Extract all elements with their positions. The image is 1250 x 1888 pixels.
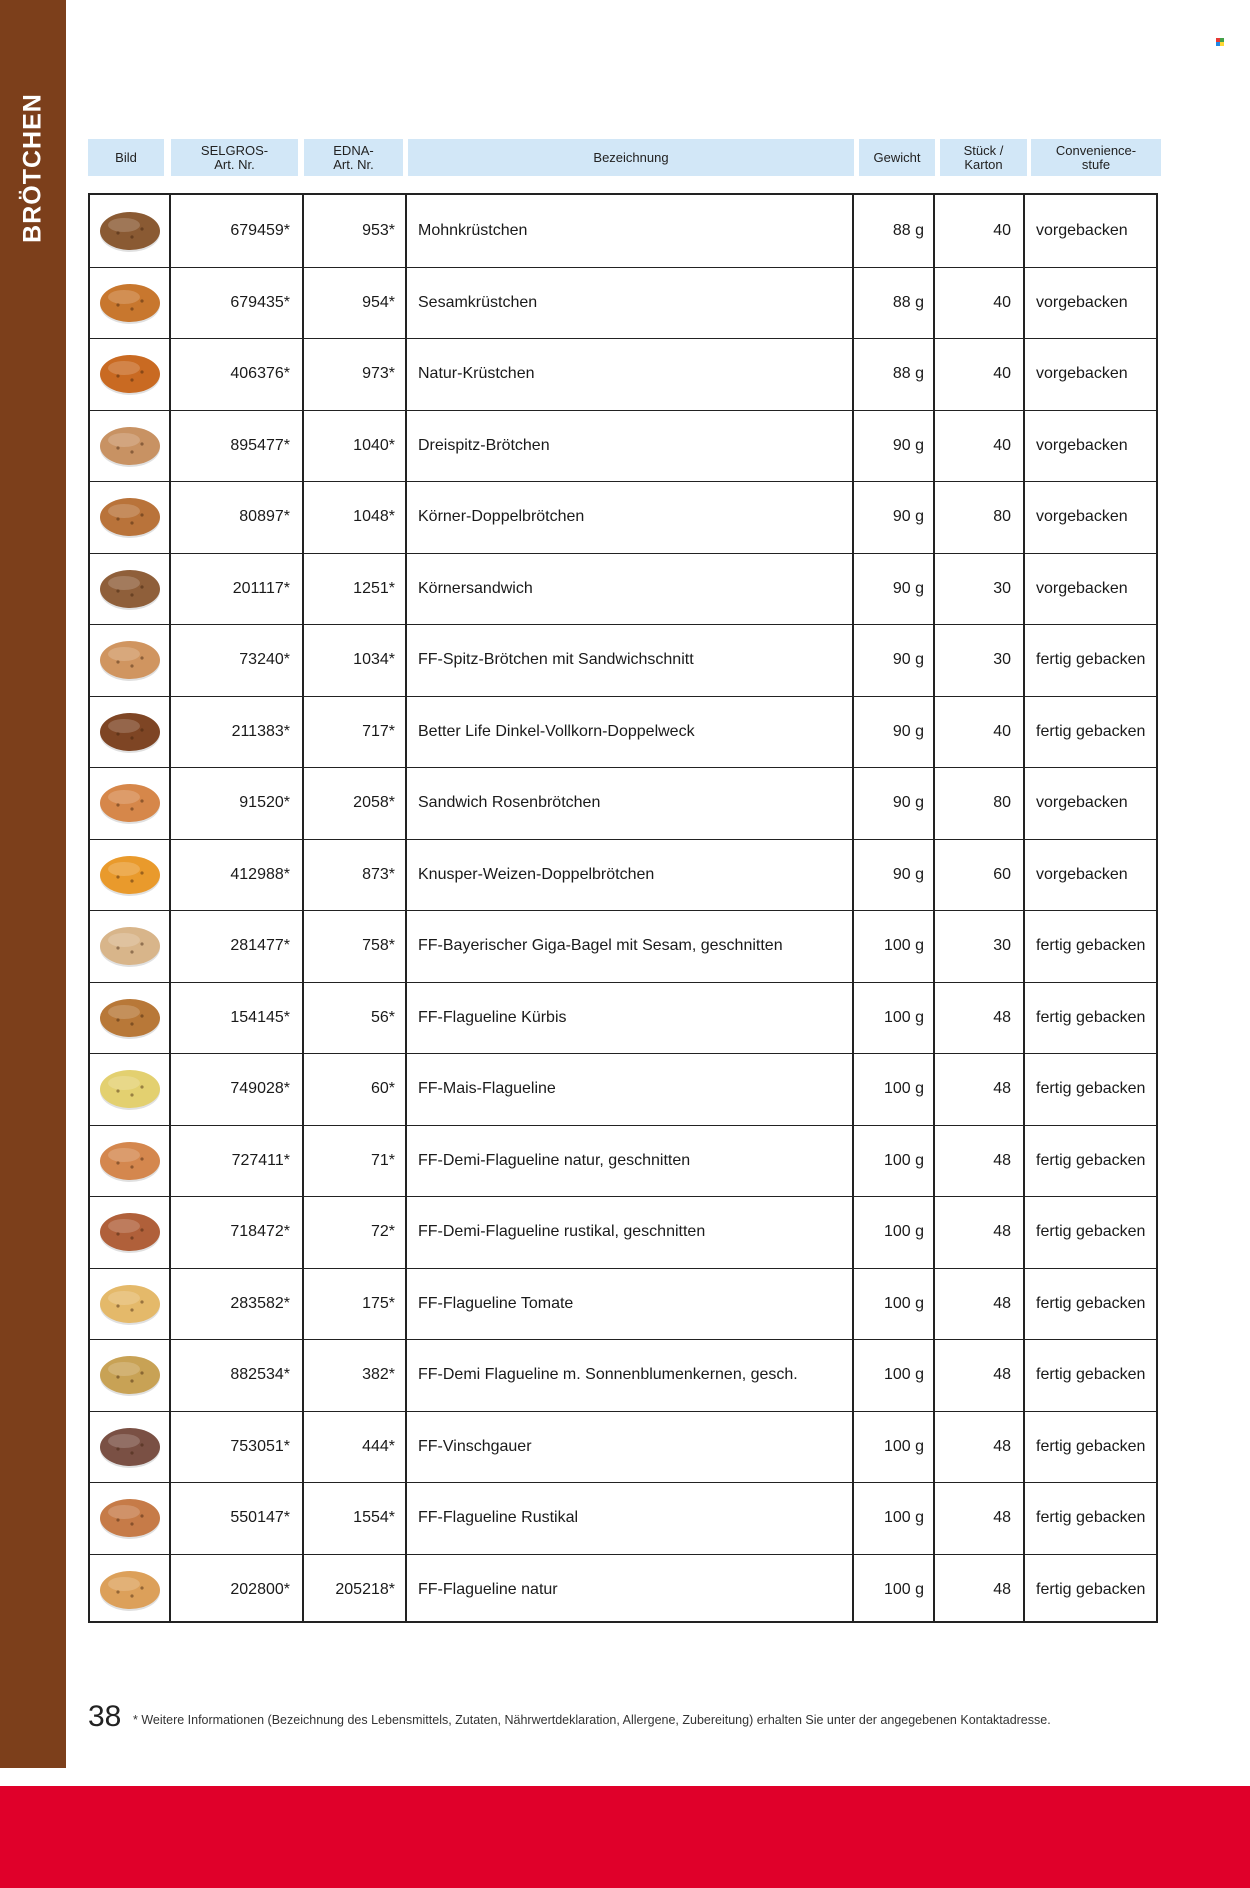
edna-art-nr: 71* — [370, 1151, 395, 1169]
product-image-cell — [90, 1555, 169, 1626]
edna-art-nr: 1251* — [353, 579, 395, 597]
table-row — [90, 624, 1156, 696]
edna-art-nr: 56* — [370, 1008, 395, 1026]
product-name: FF-Vinschgauer — [418, 1437, 532, 1455]
selgros-art-nr: 406376* — [230, 365, 290, 383]
plain-roll-icon — [96, 350, 164, 398]
convenience-stage: fertig gebacken — [1036, 1223, 1146, 1241]
double-grain-roll-icon — [96, 493, 164, 541]
pieces-per-carton: 48 — [993, 1580, 1011, 1598]
product-weight: 88 g — [892, 221, 924, 239]
vinschgauer-bread-icon — [96, 1423, 164, 1471]
selgros-art-nr: 91520* — [239, 794, 290, 812]
natural-flatbread-icon — [96, 1566, 164, 1614]
table-row — [90, 1053, 1156, 1125]
product-image-cell — [90, 1269, 169, 1340]
product-image-cell — [90, 339, 169, 410]
pieces-per-carton: 48 — [993, 1294, 1011, 1312]
header-convenience-stufe: Convenience- stufe — [1031, 139, 1161, 176]
product-name: FF-Bayerischer Giga-Bagel mit Sesam, geschnitten — [418, 937, 783, 955]
pieces-per-carton: 30 — [993, 937, 1011, 955]
header-edna: EDNA- Art. Nr. — [304, 139, 403, 176]
product-name: Natur-Krüstchen — [418, 365, 535, 383]
selgros-art-nr: 201117* — [232, 579, 290, 597]
product-image-cell — [90, 1483, 169, 1554]
product-name: FF-Demi Flagueline m. Sonnenblumenkernen, gesch. — [418, 1366, 798, 1384]
pieces-per-carton: 40 — [993, 221, 1011, 239]
table-row — [90, 696, 1156, 768]
product-weight: 90 g — [892, 722, 924, 740]
section-side-band — [0, 0, 66, 1768]
pieces-per-carton: 40 — [993, 722, 1011, 740]
product-image-cell — [90, 1197, 169, 1268]
product-weight: 100 g — [883, 1151, 924, 1169]
product-image-cell — [90, 1340, 169, 1411]
convenience-stage: vorgebacken — [1036, 221, 1128, 239]
product-weight: 90 g — [892, 865, 924, 883]
edna-art-nr: 1554* — [353, 1509, 395, 1527]
triangle-roll-icon — [96, 422, 164, 470]
convenience-stage: vorgebacken — [1036, 579, 1128, 597]
edna-art-nr: 205218* — [335, 1580, 395, 1598]
edna-art-nr: 873* — [362, 865, 395, 883]
product-weight: 100 g — [883, 1223, 924, 1241]
product-name: Mohnkrüstchen — [418, 221, 528, 239]
selgros-art-nr: 283582* — [230, 1294, 290, 1312]
product-name: Better Life Dinkel-Vollkorn-Doppelweck — [418, 722, 695, 740]
convenience-stage: fertig gebacken — [1036, 1437, 1146, 1455]
selgros-art-nr: 749028* — [230, 1080, 290, 1098]
product-name: FF-Flagueline Tomate — [418, 1294, 574, 1312]
wheat-double-roll-icon — [96, 851, 164, 899]
product-image-cell — [90, 268, 169, 339]
product-image-cell — [90, 625, 169, 696]
section-label: BRÖTCHEN — [18, 93, 47, 243]
convenience-stage: vorgebacken — [1036, 293, 1128, 311]
tomato-flatbread-icon — [96, 1280, 164, 1328]
edna-art-nr: 2058* — [353, 794, 395, 812]
edna-art-nr: 60* — [370, 1080, 395, 1098]
product-name: Körner-Doppelbrötchen — [418, 508, 585, 526]
color-mark-icon — [1216, 38, 1225, 47]
convenience-stage: fertig gebacken — [1036, 651, 1146, 669]
convenience-stage: fertig gebacken — [1036, 722, 1146, 740]
pieces-per-carton: 48 — [993, 1223, 1011, 1241]
product-weight: 88 g — [892, 293, 924, 311]
product-name: FF-Demi-Flagueline natur, geschnitten — [418, 1151, 691, 1169]
selgros-art-nr: 281477* — [230, 937, 290, 955]
selgros-art-nr: 679435* — [230, 293, 290, 311]
spelt-double-roll-icon — [96, 708, 164, 756]
edna-art-nr: 175* — [362, 1294, 395, 1312]
poppy-roll-icon — [96, 207, 164, 255]
selgros-art-nr: 679459* — [230, 221, 290, 239]
table-row — [90, 1411, 1156, 1483]
selgros-art-nr: 753051* — [230, 1437, 290, 1455]
product-name: FF-Flagueline Rustikal — [418, 1509, 579, 1527]
pieces-per-carton: 30 — [993, 651, 1011, 669]
header-bezeichnung: Bezeichnung — [408, 139, 854, 176]
edna-art-nr: 973* — [362, 365, 395, 383]
table-row — [90, 195, 1156, 267]
convenience-stage: fertig gebacken — [1036, 937, 1146, 955]
table-row — [90, 481, 1156, 553]
selgros-art-nr: 550147* — [230, 1509, 290, 1527]
header-bild: Bild — [88, 139, 164, 176]
table-row — [90, 1196, 1156, 1268]
table-row — [90, 839, 1156, 911]
selgros-art-nr: 80897* — [239, 508, 290, 526]
pieces-per-carton: 40 — [993, 293, 1011, 311]
convenience-stage: vorgebacken — [1036, 794, 1128, 812]
pieces-per-carton: 48 — [993, 1080, 1011, 1098]
pieces-per-carton: 80 — [993, 794, 1011, 812]
edna-art-nr: 444* — [362, 1437, 395, 1455]
product-name: FF-Flagueline natur — [418, 1580, 558, 1598]
table-row — [90, 910, 1156, 982]
convenience-stage: vorgebacken — [1036, 865, 1128, 883]
product-image-cell — [90, 195, 169, 267]
product-name: Sandwich Rosenbrötchen — [418, 794, 601, 812]
pieces-per-carton: 40 — [993, 365, 1011, 383]
convenience-stage: vorgebacken — [1036, 436, 1128, 454]
convenience-stage: vorgebacken — [1036, 365, 1128, 383]
product-name: Knusper-Weizen-Doppelbrötchen — [418, 865, 655, 883]
edna-art-nr: 1048* — [353, 508, 395, 526]
rose-roll-icon — [96, 779, 164, 827]
product-name: FF-Mais-Flagueline — [418, 1080, 556, 1098]
product-image-cell — [90, 840, 169, 911]
product-weight: 100 g — [883, 1366, 924, 1384]
product-name: Dreispitz-Brötchen — [418, 436, 550, 454]
selgros-art-nr: 211383* — [231, 722, 290, 740]
selgros-art-nr: 412988* — [230, 865, 290, 883]
product-weight: 100 g — [883, 1008, 924, 1026]
edna-art-nr: 382* — [362, 1366, 395, 1384]
table-row — [90, 1125, 1156, 1197]
pieces-per-carton: 48 — [993, 1008, 1011, 1026]
product-weight: 90 g — [892, 508, 924, 526]
product-weight: 100 g — [883, 1509, 924, 1527]
convenience-stage: fertig gebacken — [1036, 1366, 1146, 1384]
product-weight: 100 g — [883, 1437, 924, 1455]
selgros-art-nr: 202800* — [230, 1580, 290, 1598]
selgros-art-nr: 718472* — [230, 1223, 290, 1241]
convenience-stage: fertig gebacken — [1036, 1151, 1146, 1169]
selgros-art-nr: 882534* — [230, 1366, 290, 1384]
pieces-per-carton: 48 — [993, 1437, 1011, 1455]
table-row — [90, 410, 1156, 482]
pointed-roll-icon — [96, 636, 164, 684]
pumpkin-flatbread-icon — [96, 994, 164, 1042]
grain-sandwich-roll-icon — [96, 565, 164, 613]
product-image-cell — [90, 411, 169, 482]
product-name: FF-Demi-Flagueline rustikal, geschnitten — [418, 1223, 706, 1241]
product-image-cell — [90, 1412, 169, 1483]
edna-art-nr: 72* — [370, 1223, 395, 1241]
product-image-cell — [90, 983, 169, 1054]
convenience-stage: vorgebacken — [1036, 508, 1128, 526]
selgros-art-nr: 727411* — [231, 1151, 290, 1169]
product-image-cell — [90, 1126, 169, 1197]
table-row — [90, 982, 1156, 1054]
corn-flatbread-icon — [96, 1065, 164, 1113]
edna-art-nr: 717* — [362, 722, 395, 740]
footer-red-band — [0, 1786, 1250, 1888]
table-row — [90, 1339, 1156, 1411]
edna-art-nr: 954* — [362, 293, 395, 311]
product-weight: 88 g — [892, 365, 924, 383]
selgros-art-nr: 73240* — [239, 651, 290, 669]
rustic-flatbread-icon — [96, 1494, 164, 1542]
sesame-roll-icon — [96, 279, 164, 327]
demi-flatbread-icon — [96, 1137, 164, 1185]
pieces-per-carton: 30 — [993, 579, 1011, 597]
rustic-demi-flatbread-icon — [96, 1208, 164, 1256]
convenience-stage: fertig gebacken — [1036, 1294, 1146, 1312]
pieces-per-carton: 40 — [993, 436, 1011, 454]
table-header — [88, 139, 1161, 176]
sunflower-flatbread-icon — [96, 1351, 164, 1399]
product-image-cell — [90, 1054, 169, 1125]
header-selgros: SELGROS- Art. Nr. — [171, 139, 298, 176]
product-name: Körnersandwich — [418, 579, 533, 597]
product-weight: 100 g — [883, 1080, 924, 1098]
selgros-art-nr: 154145* — [230, 1008, 290, 1026]
product-name: FF-Flagueline Kürbis — [418, 1008, 567, 1026]
product-weight: 100 g — [883, 937, 924, 955]
product-image-cell — [90, 911, 169, 982]
footnote: * Weitere Informationen (Bezeichnung des Lebensmittels, Zutaten, Nährwertdeklaration, Allergene, Zubereitung) erhalten Sie unter der angegebenen Kontaktadresse. — [133, 1713, 1051, 1727]
bagel-icon — [96, 922, 164, 970]
header-stueck-karton: Stück / Karton — [940, 139, 1027, 176]
table-row — [90, 338, 1156, 410]
product-weight: 90 g — [892, 436, 924, 454]
pieces-per-carton: 48 — [993, 1151, 1011, 1169]
pieces-per-carton: 60 — [993, 865, 1011, 883]
convenience-stage: fertig gebacken — [1036, 1580, 1146, 1598]
pieces-per-carton: 48 — [993, 1509, 1011, 1527]
product-image-cell — [90, 697, 169, 768]
product-image-cell — [90, 554, 169, 625]
product-name: FF-Spitz-Brötchen mit Sandwichschnitt — [418, 651, 694, 669]
table-row — [90, 767, 1156, 839]
product-weight: 100 g — [883, 1294, 924, 1312]
edna-art-nr: 758* — [362, 937, 395, 955]
pieces-per-carton: 48 — [993, 1366, 1011, 1384]
page-number: 38 — [88, 1700, 122, 1733]
edna-art-nr: 1034* — [353, 651, 395, 669]
convenience-stage: fertig gebacken — [1036, 1008, 1146, 1026]
product-name: Sesamkrüstchen — [418, 293, 538, 311]
product-table — [88, 193, 1158, 1623]
convenience-stage: fertig gebacken — [1036, 1509, 1146, 1527]
product-weight: 100 g — [883, 1580, 924, 1598]
pieces-per-carton: 80 — [993, 508, 1011, 526]
product-weight: 90 g — [892, 579, 924, 597]
product-weight: 90 g — [892, 794, 924, 812]
table-row — [90, 1268, 1156, 1340]
product-image-cell — [90, 482, 169, 553]
table-row — [90, 267, 1156, 339]
table-row — [90, 1554, 1156, 1626]
table-row — [90, 1482, 1156, 1554]
product-weight: 90 g — [892, 651, 924, 669]
selgros-art-nr: 895477* — [230, 436, 290, 454]
edna-art-nr: 953* — [362, 221, 395, 239]
edna-art-nr: 1040* — [353, 436, 395, 454]
convenience-stage: fertig gebacken — [1036, 1080, 1146, 1098]
header-gewicht: Gewicht — [859, 139, 935, 176]
product-image-cell — [90, 768, 169, 839]
table-row — [90, 553, 1156, 625]
